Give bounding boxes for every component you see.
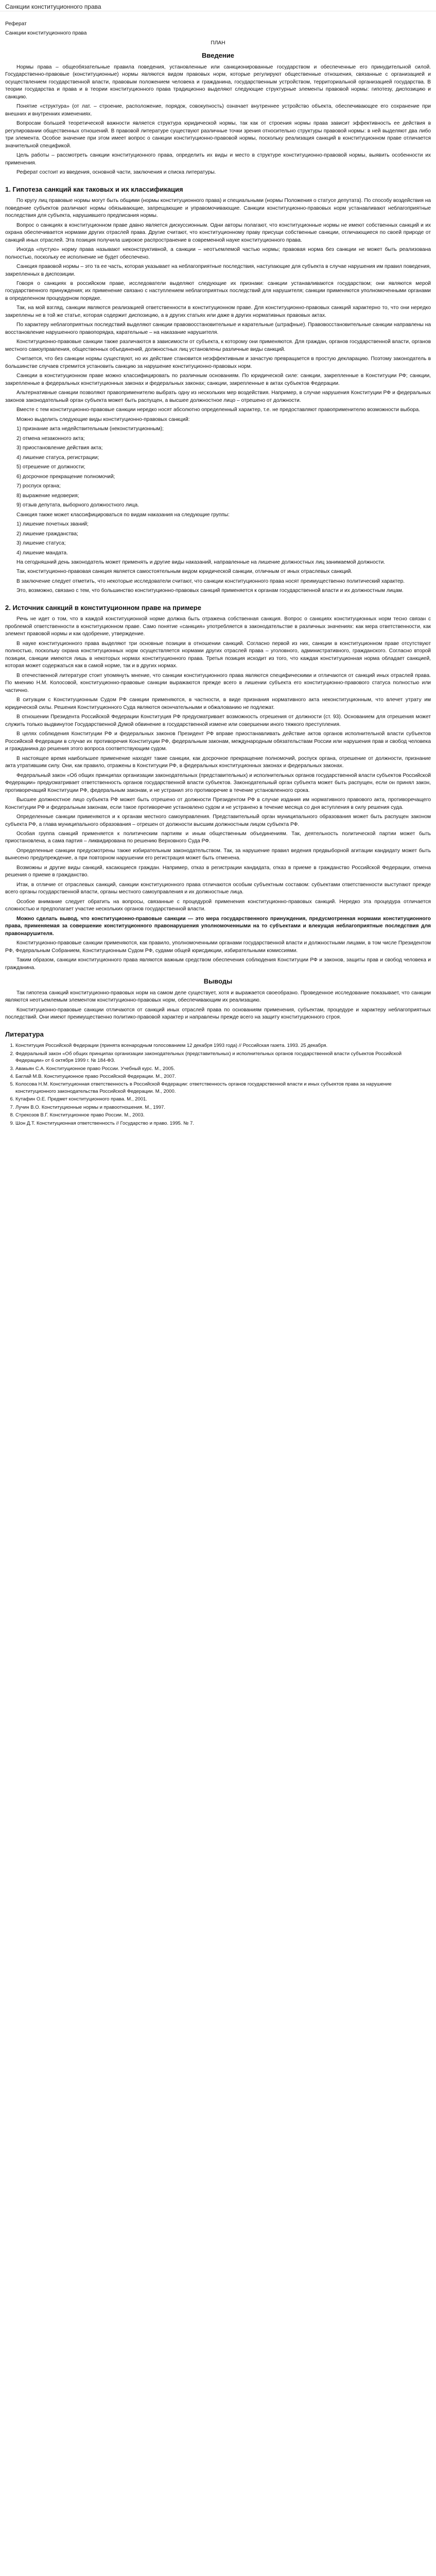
paragraph: Считается, что без санкции нормы существуют, но их действие становится неэффективным и зачастую превращается в простую декларацию. Поэтому законодатель в большинстве случаев стремится установить санкцию за нарушение конституционно-правовых норм.: [5, 356, 431, 369]
intro-paragraphs: [5, 64, 431, 177]
paragraph: В отношении Президента Российской Федерации Конституция РФ предусматривает возможность отрешения от должности (ст. 93). Основанием для отрешения может служить только выдвинутое Государственной Думой обвинение в государственной измене или совершении иного тяжкого преступления.: [5, 714, 431, 727]
references-heading: Литература: [5, 1030, 44, 1038]
document-body: [0, 21, 436, 1138]
paragraph: 3) приостановление действия акта;: [16, 445, 103, 451]
paragraph: Санкция правовой нормы – это та ее часть, которая указывает на неблагоприятные последствия, наступающие для субъекта в случае нарушения им правил поведения, закрепленных в диспозиции.: [5, 264, 431, 277]
paragraph: 1) лишение почетных званий;: [16, 521, 89, 528]
paragraph: Альтернативные санкции позволяют правоприменителю выбрать одну из нескольких мер воздействия. Например, в случае нарушения Конституции РФ и федеральных законов законодательный орган субъекта может быть распущен, а высшее должностное лицо – отрешено от должности.: [5, 390, 431, 403]
paragraph: Вопросам большей теоретической важности является структура юридической нормы, так как от строения нормы права зависит эффективность ее действия в регулировании общественных отношений. В правовой литературе существуют различные точки зрения относительно структуры правовой нормы: в ней выделяют два либо три элемента. Особое значение при этом имеет вопрос о санкции конституционно-правовой нормы, поскольку реализация санкций в конституционном праве отличается значительной спецификой.: [5, 121, 431, 149]
paragraph: Это, возможно, связано с тем, что большинство конституционно-правовых санкций применяется к органам государственной власти и их должностным лицам.: [16, 588, 404, 594]
reference-item: 4. Баглай М.В. Конституционное право Российской Федерации. М., 2007.: [15, 1073, 431, 1080]
paragraph: По кругу лиц правовые нормы могут быть общими (нормы конституционного права) и специальными (нормы Положения о статусе депутата). По способу воздействия на поведение субъектов различают нормы обязывающие, запрещающие и управомочивающие. Санкции конституционно-правовых норм устанавливают неблагоприятные последствия для субъекта, нарушившего предписания нормы.: [5, 198, 431, 219]
paragraph: Федеральный закон «Об общих принципах организации законодательных (представительных) и исполнительных органов государственной власти субъектов Российской Федерации» предусматривает ответственность органов государственной власти субъектов. Законодательный орган субъекта может быть распущен, если он принял закон, противоречащий Конституции РФ, федеральным законам, и не устранил это противоречие в течение установленного срока.: [5, 772, 431, 793]
section-references: [5, 1030, 431, 1127]
paragraph: 4) лишение мандата.: [16, 550, 68, 556]
references-list: [5, 1042, 431, 1127]
paragraph: В заключение следует отметить, что некоторые исследователи считают, что санкции конституционного права носят преимущественно политический характер.: [16, 578, 405, 584]
page-title: Санкции конституционного права: [5, 3, 101, 10]
section-1: [5, 185, 431, 595]
paragraph: Санкция также может классифицироваться по видам наказания на следующие группы:: [16, 512, 230, 518]
reference-item: 7. Лучин В.О. Конституционные нормы и правоотношения. М., 1997.: [15, 1104, 431, 1111]
paragraph: Санкции в конституционном праве можно классифицировать по различным основаниям. По юридической силе: санкции, закрепленные в Конституции РФ; санкции, закрепленные в федеральных конституционных законах и федеральных законах; санкции, закрепленные в актах субъектов Федерации.: [5, 373, 431, 386]
paragraph: Определенные санкции применяются и к органам местного самоуправления. Представительный орган муниципального образования может быть распущен законом субъекта РФ, а глава муниципального образования – отрешен от должности высшим должностным лицом субъекта РФ.: [5, 814, 431, 827]
paragraph: 2) лишение гражданства;: [16, 531, 78, 537]
section-1-heading: 1. Гипотеза санкций как таковых и их классификация: [5, 185, 183, 193]
paragraph: 7) роспуск органа;: [16, 483, 61, 489]
reference-item: 3. Авакьян С.А. Конституционное право России. Учебный курс. М., 2005.: [15, 1065, 431, 1072]
plan-label: ПЛАН: [211, 40, 225, 46]
paragraph: 9) отзыв депутата, выборного должностного лица.: [16, 502, 139, 509]
paragraph: В отечественной литературе стоит упомянуть мнение, что санкции конституционного права являются специфическими и отличаются от санкций иных отраслей права. По мнению Н.М. Колосовой, конституционно-правовые санкции выражаются прежде всего в лишении субъекта его конституционно-правового статуса полностью или частично.: [5, 672, 431, 693]
conclusion-paragraphs: [5, 990, 431, 1022]
paragraph: Понятие «структура» (от лат. – строение, расположение, порядок, совокупность) означает внутреннее устройство объекта, обеспечивающее его сохранение при внешних и внутренних изменениях.: [5, 104, 431, 117]
paragraph: Определенные санкции предусмотрены также избирательным законодательством. Так, за нарушение правил ведения предвыборной агитации кандидату может быть вынесено предупреждение, а при повторном нарушении его регистрация может быть отменена.: [5, 848, 431, 861]
document-type: Реферат: [5, 21, 27, 27]
paragraph: 8) выражение недоверия;: [16, 493, 79, 499]
reference-item: 2. Федеральный закон «Об общих принципах организации законодательных (представительных) и исполнительных органов государственной власти субъектов Российской Федерации» от 6 октября 1999 г. № 184-ФЗ.: [15, 1050, 431, 1064]
paragraph: Возможны и другие виды санкций, касающиеся граждан. Например, отказ в регистрации кандидата, отказ в приеме в гражданство Российской Федерации, отмена решения о приеме в гражданство.: [5, 865, 431, 878]
paragraph: Конституционно-правовые санкции отличаются от санкций иных отраслей права по основаниям применения, субъектам, процедуре и характеру неблагоприятных последствий. Они имеют преимущественно политико-правовой характер и направлены прежде всего на защиту конституционного строя.: [5, 1007, 431, 1021]
paragraph: На сегодняшний день законодатель может применять и другие виды наказаний, направленные на лишение должностных лиц занимаемой должности.: [16, 560, 386, 565]
section-introduction: [5, 51, 431, 176]
paragraph: 2) отмена незаконного акта;: [16, 435, 85, 442]
section-2: [5, 603, 431, 972]
paragraph: 4) лишение статуса, регистрации;: [16, 454, 99, 461]
paragraph: Можно сделать вывод, что конституционно-правовые санкции — это мера государственного принуждения, предусмотренная нормами конституционного права, применяемая за совершение конституционного правонарушения уполномоченными на то субъектами и влекущая неблагоприятные последствия для правонарушителя.: [5, 916, 431, 937]
paragraph: Вместе с тем конституционно-правовые санкции нередко носят абсолютно определенный характер, т.е. не предоставляют правоприменителю возможности выбора.: [16, 407, 421, 413]
reference-item: 6. Кутафин О.Е. Предмет конституционного права. М., 2001.: [15, 1096, 431, 1103]
paragraph: Итак, в отличие от отраслевых санкций, санкции конституционного права отличаются особым субъектным составом: субъектами ответственности выступают прежде всего органы государственной власти, органы местного самоуправления и их должностные лица.: [5, 882, 431, 895]
paragraph: В ситуации с Конституционным Судом РФ санкции применяются, в частности, в виде признания нормативного акта неконституционным, что влечет утрату им юридической силы. Решения Конституционного Суда являются окончательными и обжалованию не подлежат.: [5, 697, 431, 710]
paragraph: Особое внимание следует обратить на вопросы, связанные с процедурой применения конституционно-правовых санкций. Нередко эта процедура отличается сложностью и предполагает участие нескольких органов государственной власти.: [5, 899, 431, 912]
page-header: [0, 0, 436, 11]
paragraph: Так гипотеза санкций конституционно-правовых норм на самом деле существует, хотя и выражается своеобразно. Проведенное исследование показывает, что санкции являются неотъемлемым элементом конституционно-правовых норм, обеспечивающим их реализацию.: [5, 990, 431, 1004]
front-matter: [5, 21, 431, 47]
document-topic: Санкции конституционного права: [5, 30, 87, 37]
paragraph: Можно выделить следующие виды конституционно-правовых санкций:: [16, 416, 190, 422]
paragraph: 6) досрочное прекращение полномочий;: [16, 473, 115, 480]
paragraph: Нормы права – общеобязательные правила поведения, установленные или санкционированные государством и обеспеченные его принудительной силой. Государственно-правовые (конституционные) нормы являются видом правовых норм, которые регулируют общественные отношения, связанные с организацией и осуществлением государственной власти, правовым положением человека и гражданина, государственным устройством, территориальной организацией государства. В теории государства и права и в теории конституционного права традиционно выделяют следующие структурные элементы правовой нормы: гипотезу, диспозицию и санкцию.: [5, 64, 431, 100]
reference-item: 8. Стрекозов В.Г. Конституционное право России. М., 2003.: [15, 1112, 431, 1118]
paragraph: Вопрос о санкциях в конституционном праве давно является дискуссионным. Одни авторы полагают, что конституционные нормы не имеют собственных санкций и их охрана обеспечивается нормами других отраслей права. Другие считают, что конституционному праву присущи собственные санкции, отличающиеся по своей природе от санкций иных отраслей. Эта позиция получила широкое распространение в современной науке конституционного права.: [5, 222, 431, 243]
paragraph: Речь не идет о том, что в каждой конституционной норме должна быть отражена собственная санкция. Вопрос о санкциях конституционных норм тесно связан с проблемой ответственности в конституционном праве. Само понятие «санкция» употребляется в законодательстве в различных значениях: как мера ответственности, как элемент правовой нормы и как одобрение, утверждение.: [5, 616, 431, 637]
section-2-paragraphs: [5, 616, 431, 972]
paragraph: Таким образом, санкции конституционного права являются важным средством обеспечения соблюдения Конституции РФ и законов, защиты прав и свобод человека и гражданина.: [5, 957, 431, 971]
section-1-paragraphs: [5, 197, 431, 595]
section-2-heading: 2. Источник санкций в конституционном праве на примере: [5, 603, 201, 612]
paragraph: В науке конституционного права выделяют три основные позиции в отношении санкций. Согласно первой из них, санкции в конституционном праве отсутствуют полностью, поскольку охрана конституционных норм осуществляется нормами других отраслей права – уголовного, административного, гражданского. Согласно второй позиции, санкции имеются лишь в некоторых нормах конституционного права. Третья позиция исходит из того, что каждая конституционная норма обладает санкцией, которая может содержаться как в самой норме, так и в других нормах.: [5, 640, 431, 669]
paragraph: 1) признание акта недействительным (неконституционным);: [16, 426, 164, 432]
paragraph: Конституционно-правовые санкции также различаются в зависимости от субъекта, к которому они применяются. Для граждан, органов государственной власти, органов местного самоуправления, общественных объединений, должностных лиц установлены различные виды санкций.: [5, 339, 431, 352]
paragraph: По характеру неблагоприятных последствий выделяют санкции правовосстановительные и карательные (штрафные). Правовосстановительные санкции направлены на восстановление нарушенного правопорядка, карательные – на наказание нарушителя.: [5, 322, 431, 335]
paragraph: 5) отрешение от должности;: [16, 464, 85, 470]
paragraph: 3) лишение статуса;: [16, 540, 66, 547]
paragraph: Так, на мой взгляд, санкции являются реализацией ответственности в конституционном праве. Для конституционно-правовых санкций характерно то, что они нередко закреплены не в той же статье, которая содержит диспозицию, а в других статьях или даже в других нормативных правовых актах.: [5, 305, 431, 318]
paragraph: В настоящее время наибольшее применение находят такие санкции, как досрочное прекращение полномочий, роспуск органа, отрешение от должности, признание акта утратившим силу. Они, как правило, отражены в Конституции РФ, в федеральных конституционных законах и федеральных законах.: [5, 755, 431, 769]
intro-heading: Введение: [202, 52, 234, 60]
paragraph: Так, конституционно-правовая санкция является самостоятельным видом юридической санкции, отличным от иных отраслевых санкций.: [16, 569, 353, 575]
reference-item: 5. Колосова Н.М. Конституционная ответственность в Российской Федерации: ответственность органов государственной власти и иных субъектов права за нарушение конституционного законодательства Российской Федерации. М., 2000.: [15, 1081, 431, 1095]
paragraph: Высшее должностное лицо субъекта РФ может быть отрешено от должности Президентом РФ в случае издания им нормативного правового акта, противоречащего Конституции РФ и федеральным законам, если такое противоречие установлено судом и не устранено в течение месяца со дня вступления в силу решения суда.: [5, 797, 431, 810]
reference-item: 1. Конституция Российской Федерации (принята всенародным голосованием 12 декабря 1993 года) // Российская газета. 1993. 25 декабря.: [15, 1042, 431, 1049]
paragraph: Реферат состоит из введения, основной части, заключения и списка литературы.: [16, 170, 216, 176]
paragraph: Говоря о санкциях в российском праве, исследователи выделяют следующие их признаки: санкции устанавливаются государством; они являются мерой государственного принуждения; их применение связано с наступлением неблагоприятных последствий для нарушителя; санкции применяются уполномоченными органами в определенном процедурном порядке.: [5, 280, 431, 301]
paragraph: Цель работы – рассмотреть санкции конституционного права, определить их виды и место в структуре конституционно-правовой нормы, выявить особенности их применения.: [5, 152, 431, 166]
paragraph: Иногда «пустую» норму права называют неконструктивной, а санкции – неотъемлемой частью нормы; правовая норма без санкции не может быть реализована полностью, поскольку ее исполнение не будет обеспечено.: [5, 247, 431, 260]
paragraph: Конституционно-правовые санкции применяются, как правило, уполномоченными органами государственной власти и должностными лицами, в том числе Президентом РФ, Федеральным Собранием, Конституционным Судом РФ, судами общей юрисдикции, избирательными комиссиями.: [5, 940, 431, 954]
reference-item: 9. Шон Д.Т. Конституционная ответственность // Государство и право. 1995. № 7.: [15, 1120, 431, 1127]
section-conclusion: [5, 977, 431, 1021]
paragraph: В целях соблюдения Конституции РФ и федеральных законов Президент РФ вправе приостанавливать действие актов органов исполнительной власти субъектов Российской Федерации в случае их противоречия Конституции РФ, федеральным законам, международным обязательствам России или нарушения прав и свобод человека и гражданина до решения этого вопроса соответствующим судом.: [5, 731, 431, 752]
paragraph: Особая группа санкций применяется к политическим партиям и иным общественным объединениям. Так, деятельность политической партии может быть приостановлена, а сама партия – ликвидирована по решению Верховного Суда РФ.: [5, 831, 431, 844]
conclusion-heading: Выводы: [203, 977, 233, 986]
